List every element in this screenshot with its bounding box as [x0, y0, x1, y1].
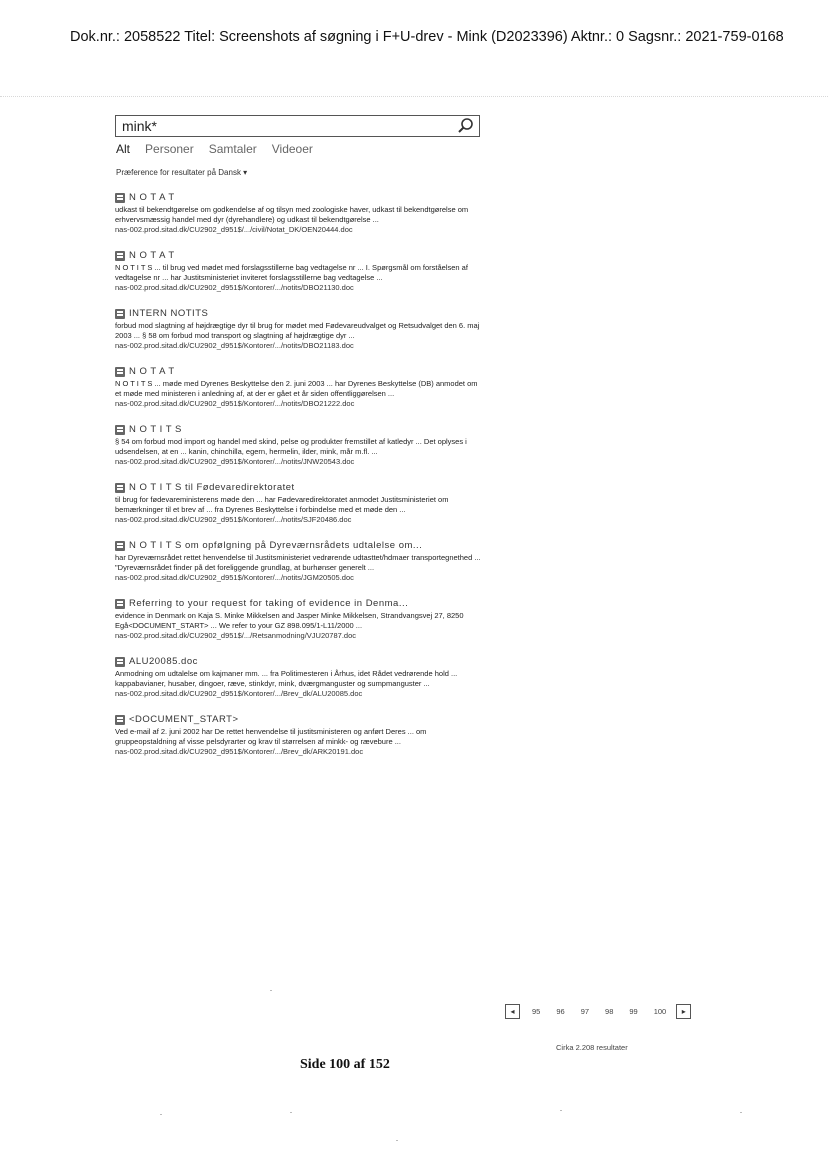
result-snippet: Anmodning om udtalelse om kajmaner mm. ... fra Politimesteren i Århus, idet Rådet vedrørende hold ... kappabavianer, husaber, dingoer, ræve, stinkdyr, mink, dværgmanguster og sumpmanguster ... [115, 669, 458, 688]
result-snippet: N O T I T S ... møde med Dyrenes Beskyttelse den 2. juni 2003 ... har Dyrenes Beskyttelse (DB) anmodet om et møde med ministeren i anledning af, at der er gået et år siden offentliggørelsen ... [115, 379, 478, 398]
next-page-button[interactable]: ▸ [676, 1004, 691, 1019]
scan-speck [160, 1114, 162, 1115]
language-preference-dropdown[interactable]: Præference for resultater på Dansk ▾ [116, 168, 248, 177]
scan-speck [396, 1140, 398, 1141]
search-tabs [116, 142, 313, 156]
search-icon[interactable] [457, 117, 475, 140]
result-path: nas-002.prod.sitad.dk/CU2902_d951$/Kontorer/.../notits/JNW20543.doc [115, 457, 355, 466]
result-path: nas-002.prod.sitad.dk/CU2902_d951$/Kontorer/.../notits/DBO21222.doc [115, 399, 355, 408]
result-snippet: § 54 om forbud mod import og handel med skind, pelse og produkter fremstillet af katledyr ... Det oplyses i udsendelsen, at en ... kanin, chinchilla, egern, hermelin, ilder, mink, mår m.fl. ... [115, 437, 467, 456]
result-snippet: forbud mod slagtning af højdrægtige dyr til brug for mødet med Fødevareudvalget og Retsudvalget den 6. maj 2003 ... § 58 om forbud mod transport og slagtning af højdrægtige dyr ... [115, 321, 480, 340]
search-result [115, 366, 485, 409]
search-result [115, 598, 485, 641]
scan-speck [740, 1112, 742, 1113]
page-footer: Side 100 af 152 [300, 1057, 390, 1072]
tab-videoer[interactable]: Videoer [271, 142, 313, 156]
result-snippet: evidence in Denmark on Kaja S. Minke Mikkelsen and Jasper Minke Mikkelsen, Strandvangsvej 27, 8250 Egå<DOCUMENT_START> ... We refer to your GZ 898.095/1-L11/2000 ... [115, 611, 464, 630]
result-snippet: udkast til bekendtgørelse om godkendelse af og tilsyn med zoologiske haver, udkast til bekendtgørelse om erhvervsmæssig handel med dyr (dyrehandlere) og udkast til bekendtgørelse ... [115, 205, 469, 224]
document-icon [115, 599, 125, 609]
search-result [115, 192, 485, 235]
result-snippet: til brug for fødevareministerens møde den ... har Fødevaredirektoratet anmodet Justitsministeriet om bemærkninger til et brev af ... fra Dyrenes Beskyttelse i forbindelse med et møde den ... [115, 495, 449, 514]
result-title-link[interactable]: INTERN NOTITS [129, 308, 209, 319]
result-path: nas-002.prod.sitad.dk/CU2902_d951$/Kontorer/.../notits/DBO21183.doc [115, 341, 354, 350]
result-snippet: har Dyreværnsrådet rettet henvendelse til Justitsministeriet vedrørende udtasttet/hdmaer transportegnethed ... "Dyreværnsrådet finder på det foreliggende grundlag, at burhønser generelt ... [115, 553, 481, 572]
search-result [115, 714, 485, 757]
result-title-link[interactable]: N O T A T [129, 192, 175, 203]
tab-alt[interactable]: Alt [116, 142, 131, 156]
search-result [115, 482, 485, 525]
document-header: Dok.nr.: 2058522 Titel: Screenshots af søgning i F+U-drev - Mink (D2023396) Aktnr.: 0 Sagsnr.: 2021-759-0168 [70, 29, 784, 45]
result-path: nas-002.prod.sitad.dk/CU2902_d951$/Kontorer/.../notits/DBO21130.doc [115, 283, 354, 292]
result-path: nas-002.prod.sitad.dk/CU2902_d951$/Kontorer/.../notits/JGM20505.doc [115, 573, 354, 582]
document-icon [115, 483, 125, 493]
search-result [115, 656, 485, 699]
result-count: Cirka 2.208 resultater [556, 1043, 628, 1052]
search-query: mink* [122, 118, 158, 134]
search-results [115, 192, 485, 772]
document-icon [115, 309, 125, 319]
search-result [115, 250, 485, 293]
previous-page-button[interactable]: ◂ [505, 1004, 520, 1019]
result-title-link[interactable]: N O T A T [129, 250, 175, 261]
tab-samtaler[interactable]: Samtaler [208, 142, 257, 156]
document-icon [115, 367, 125, 377]
result-path: nas-002.prod.sitad.dk/CU2902_d951$/.../Retsanmodning/VJU20787.doc [115, 631, 356, 640]
result-title-link[interactable]: Referring to your request for taking of evidence in Denma... [129, 598, 409, 609]
search-result [115, 424, 485, 467]
search-input[interactable] [115, 115, 480, 137]
search-result [115, 540, 485, 583]
document-icon [115, 251, 125, 261]
result-path: nas-002.prod.sitad.dk/CU2902_d951$/Kontorer/.../notits/SJF20486.doc [115, 515, 352, 524]
page-link[interactable]: 99 [629, 1007, 638, 1016]
scan-speck [560, 1110, 562, 1111]
page-link[interactable]: 98 [605, 1007, 614, 1016]
page-link[interactable]: 97 [580, 1007, 590, 1016]
pagination [505, 1004, 691, 1019]
search-result [115, 308, 485, 351]
scan-artifact-line [0, 96, 828, 97]
result-path: nas-002.prod.sitad.dk/CU2902_d951$/Kontorer/.../Brev_dk/ARK20191.doc [115, 747, 364, 756]
document-icon [115, 657, 125, 667]
result-path: nas-002.prod.sitad.dk/CU2902_d951$/Kontorer/.../Brev_dk/ALU20085.doc [115, 689, 363, 698]
scan-speck [270, 990, 272, 991]
page-link[interactable]: 96 [556, 1007, 565, 1016]
result-title-link[interactable]: N O T I T S om opfølgning på Dyreværnsrådets udtalelse om... [129, 540, 423, 551]
page-link[interactable]: 95 [532, 1007, 541, 1016]
page-link-current[interactable]: 100 [653, 1007, 667, 1016]
document-icon [115, 193, 125, 203]
document-icon [115, 715, 125, 725]
result-snippet: N O T I T S ... til brug ved mødet med forslagsstillerne bag vedtagelse nr ... I. Spørgsmål om forståelsen af vedtagelse nr ... har Justitsministeriet inviteret forslagsstillerne bag vedtagelse ... [115, 263, 468, 282]
result-path: nas-002.prod.sitad.dk/CU2902_d951$/.../civil/Notat_DK/OEN20444.doc [115, 225, 353, 234]
document-icon [115, 541, 125, 551]
tab-personer[interactable]: Personer [145, 142, 194, 156]
result-snippet: Ved e-mail af 2. juni 2002 har De rettet henvendelse til justitsministeren og anført Deres ... om gruppeopstaldning af visse pelsdyrarter og krav til størrelsen af minkk- og rævebure ... [115, 727, 427, 746]
document-icon [115, 425, 125, 435]
result-title-link[interactable]: N O T I T S [129, 424, 182, 435]
scan-speck [290, 1112, 292, 1113]
result-title-link[interactable]: N O T I T S til Fødevaredirektoratet [129, 482, 295, 493]
result-title-link[interactable]: ALU20085.doc [129, 656, 198, 667]
result-title-link[interactable]: N O T A T [129, 366, 175, 377]
result-title-link[interactable]: <DOCUMENT_START> [129, 714, 239, 725]
